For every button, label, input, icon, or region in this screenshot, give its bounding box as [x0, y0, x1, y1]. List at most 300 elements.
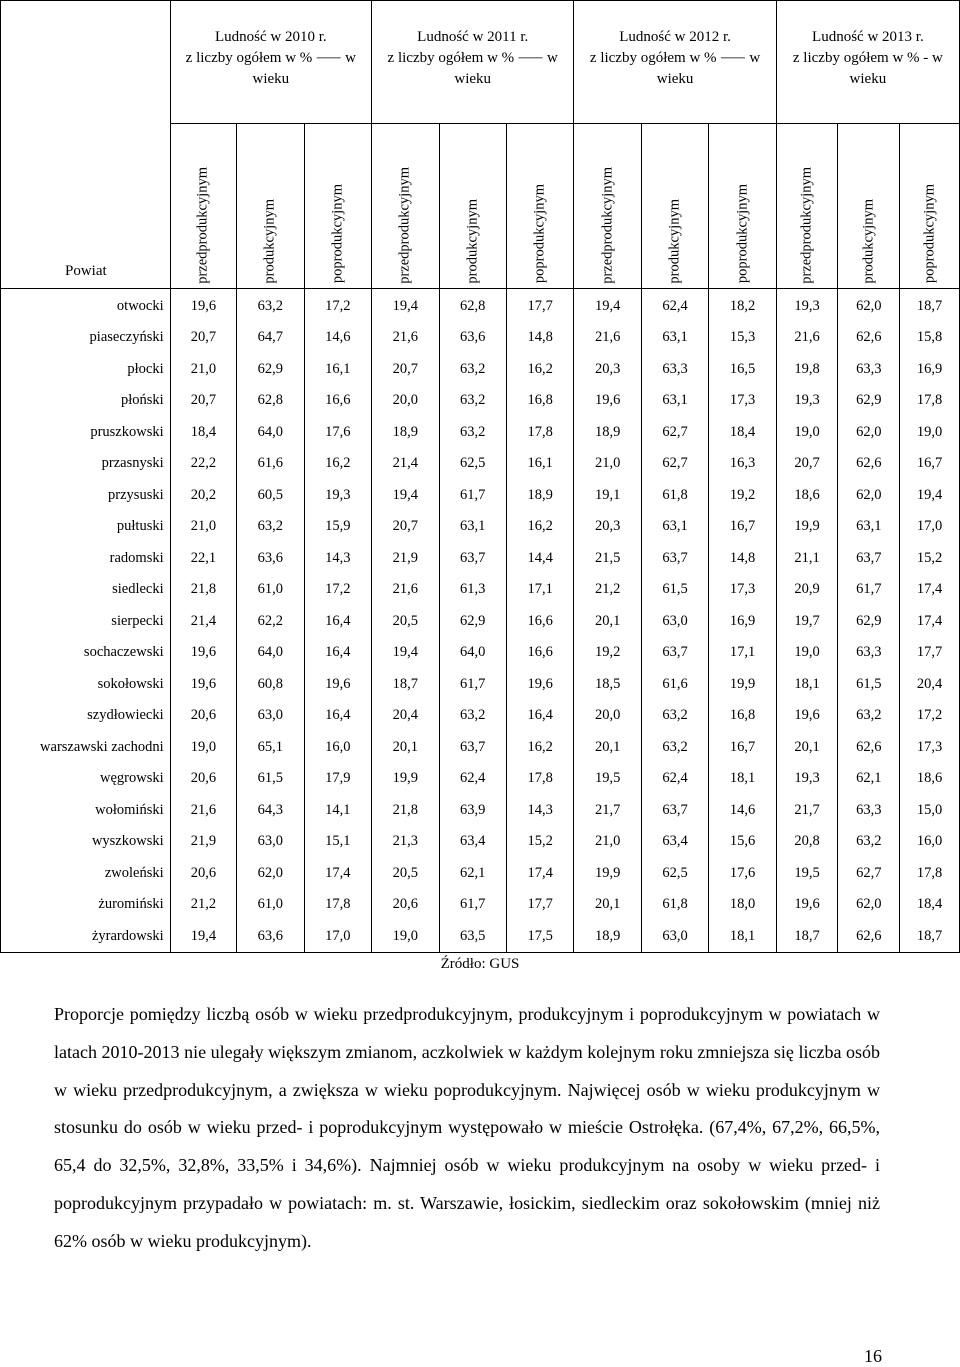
value-cell: 61,6 [237, 448, 304, 480]
value-cell: 20,1 [574, 889, 641, 921]
table-row [1, 700, 960, 732]
column-header [304, 124, 371, 289]
powiat-name: radomski [1, 543, 171, 575]
value-cell: 17,7 [900, 637, 960, 669]
value-cell: 18,9 [574, 921, 641, 953]
value-cell: 18,7 [900, 921, 960, 953]
value-cell: 21,6 [372, 574, 439, 606]
value-cell: 15,6 [709, 826, 776, 858]
table-row [1, 417, 960, 449]
column-header-label: poprodukcyjnym [531, 184, 548, 284]
value-cell: 63,9 [439, 795, 506, 827]
value-cell: 63,2 [439, 385, 506, 417]
value-cell: 63,5 [439, 921, 506, 953]
value-cell: 19,0 [372, 921, 439, 953]
value-cell: 63,7 [641, 795, 708, 827]
column-header-label: przedprodukcyjnym [396, 166, 413, 284]
table-row [1, 288, 960, 322]
value-cell: 15,0 [900, 795, 960, 827]
value-cell: 19,4 [372, 637, 439, 669]
value-cell: 17,0 [304, 921, 371, 953]
value-cell: 18,7 [900, 288, 960, 322]
value-cell: 16,8 [709, 700, 776, 732]
year-title: Ludność w 2013 r. [812, 29, 924, 45]
powiat-name: żyrardowski [1, 921, 171, 953]
value-cell: 21,5 [574, 543, 641, 575]
value-cell: 19,9 [574, 858, 641, 890]
value-cell: 17,8 [506, 763, 573, 795]
value-cell: 21,4 [372, 448, 439, 480]
value-cell: 62,6 [838, 732, 900, 764]
value-cell: 19,3 [304, 480, 371, 512]
value-cell: 19,6 [170, 669, 237, 701]
column-header [237, 124, 304, 289]
value-cell: 17,4 [900, 574, 960, 606]
value-cell: 20,7 [170, 385, 237, 417]
value-cell: 16,2 [506, 354, 573, 386]
value-cell: 62,5 [439, 448, 506, 480]
value-cell: 18,1 [709, 921, 776, 953]
powiat-name: warszawski zachodni [1, 732, 171, 764]
value-cell: 14,8 [709, 543, 776, 575]
page-number: 16 [864, 1346, 882, 1366]
column-header [506, 124, 573, 289]
table-row [1, 795, 960, 827]
value-cell: 20,1 [776, 732, 838, 764]
value-cell: 62,0 [838, 288, 900, 322]
value-cell: 19,0 [776, 637, 838, 669]
value-cell: 14,3 [304, 543, 371, 575]
value-cell: 63,3 [838, 795, 900, 827]
column-header-label: produkcyjnym [666, 198, 683, 284]
value-cell: 20,8 [776, 826, 838, 858]
year-header-2013 [776, 1, 959, 124]
value-cell: 62,9 [838, 385, 900, 417]
table-row [1, 732, 960, 764]
table-row [1, 354, 960, 386]
value-cell: 63,4 [641, 826, 708, 858]
value-cell: 21,1 [776, 543, 838, 575]
value-cell: 19,0 [776, 417, 838, 449]
column-header [574, 124, 641, 289]
source-note: Źródło: GUS [440, 956, 520, 972]
value-cell: 14,6 [304, 322, 371, 354]
column-header [372, 124, 439, 289]
powiat-name: pułtuski [1, 511, 171, 543]
value-cell: 19,3 [776, 763, 838, 795]
value-cell: 62,4 [439, 763, 506, 795]
value-cell: 20,6 [170, 700, 237, 732]
value-cell: 62,8 [237, 385, 304, 417]
value-cell: 17,5 [506, 921, 573, 953]
column-header [709, 124, 776, 289]
table-row [1, 511, 960, 543]
value-cell: 22,1 [170, 543, 237, 575]
value-cell: 63,2 [237, 288, 304, 322]
value-cell: 21,6 [574, 322, 641, 354]
value-cell: 61,6 [641, 669, 708, 701]
value-cell: 14,4 [506, 543, 573, 575]
value-cell: 61,5 [838, 669, 900, 701]
value-cell: 62,1 [439, 858, 506, 890]
value-cell: 16,0 [304, 732, 371, 764]
value-cell: 19,0 [170, 732, 237, 764]
value-cell: 16,6 [506, 606, 573, 638]
value-cell: 62,4 [641, 288, 708, 322]
value-cell: 21,4 [170, 606, 237, 638]
value-cell: 62,2 [237, 606, 304, 638]
value-cell: 20,9 [776, 574, 838, 606]
value-cell: 14,8 [506, 322, 573, 354]
powiat-name: wołomiński [1, 795, 171, 827]
value-cell: 18,6 [776, 480, 838, 512]
value-cell: 62,7 [641, 417, 708, 449]
year-subtitle: z liczby ogółem w % ⸺ w wieku [387, 50, 558, 87]
value-cell: 62,8 [439, 288, 506, 322]
value-cell: 63,0 [641, 921, 708, 953]
value-cell: 62,6 [838, 322, 900, 354]
value-cell: 19,0 [900, 417, 960, 449]
value-cell: 19,6 [304, 669, 371, 701]
value-cell: 62,0 [838, 889, 900, 921]
column-header-label: produkcyjnym [261, 198, 278, 284]
column-header [838, 124, 900, 289]
value-cell: 61,0 [237, 889, 304, 921]
value-cell: 19,2 [574, 637, 641, 669]
value-cell: 20,6 [372, 889, 439, 921]
value-cell: 21,0 [170, 354, 237, 386]
value-cell: 16,9 [709, 606, 776, 638]
column-header-label: przedprodukcyjnym [599, 166, 616, 284]
value-cell: 17,4 [304, 858, 371, 890]
value-cell: 18,5 [574, 669, 641, 701]
year-subtitle: z liczby ogółem w % - w wieku [792, 50, 943, 87]
value-cell: 20,1 [574, 732, 641, 764]
column-header-label: produkcyjnym [464, 198, 481, 284]
value-cell: 16,4 [506, 700, 573, 732]
powiat-name: przasnyski [1, 448, 171, 480]
value-cell: 14,1 [304, 795, 371, 827]
value-cell: 62,7 [838, 858, 900, 890]
powiat-name: piaseczyński [1, 322, 171, 354]
value-cell: 63,2 [439, 700, 506, 732]
powiat-name: pruszkowski [1, 417, 171, 449]
value-cell: 17,8 [304, 889, 371, 921]
powiat-name: wyszkowski [1, 826, 171, 858]
value-cell: 64,0 [439, 637, 506, 669]
column-header [439, 124, 506, 289]
value-cell: 19,4 [372, 288, 439, 322]
value-cell: 19,6 [776, 700, 838, 732]
value-cell: 61,7 [439, 480, 506, 512]
value-cell: 63,2 [838, 700, 900, 732]
value-cell: 21,0 [574, 826, 641, 858]
value-cell: 21,6 [170, 795, 237, 827]
value-cell: 19,6 [170, 637, 237, 669]
powiat-name: otwocki [1, 288, 171, 322]
year-title: Ludność w 2011 r. [417, 29, 529, 45]
value-cell: 16,2 [506, 511, 573, 543]
value-cell: 20,0 [574, 700, 641, 732]
value-cell: 19,7 [776, 606, 838, 638]
value-cell: 15,3 [709, 322, 776, 354]
value-cell: 16,4 [304, 637, 371, 669]
value-cell: 16,3 [709, 448, 776, 480]
value-cell: 15,2 [900, 543, 960, 575]
value-cell: 63,1 [439, 511, 506, 543]
value-cell: 20,1 [574, 606, 641, 638]
table-row [1, 385, 960, 417]
value-cell: 63,7 [641, 543, 708, 575]
value-cell: 62,9 [439, 606, 506, 638]
value-cell: 62,7 [641, 448, 708, 480]
value-cell: 20,5 [372, 606, 439, 638]
value-cell: 17,7 [506, 889, 573, 921]
value-cell: 62,9 [237, 354, 304, 386]
value-cell: 15,1 [304, 826, 371, 858]
powiat-name: sokołowski [1, 669, 171, 701]
value-cell: 16,1 [304, 354, 371, 386]
value-cell: 21,7 [776, 795, 838, 827]
column-header [641, 124, 708, 289]
value-cell: 63,2 [439, 417, 506, 449]
column-header-label: poprodukcyjnym [329, 184, 346, 284]
value-cell: 64,0 [237, 417, 304, 449]
value-cell: 19,4 [372, 480, 439, 512]
value-cell: 21,8 [170, 574, 237, 606]
value-cell: 20,7 [372, 511, 439, 543]
value-cell: 17,8 [900, 858, 960, 890]
value-cell: 21,6 [776, 322, 838, 354]
value-cell: 16,9 [900, 354, 960, 386]
value-cell: 63,1 [641, 322, 708, 354]
value-cell: 20,6 [170, 763, 237, 795]
table-row [1, 889, 960, 921]
value-cell: 19,4 [574, 288, 641, 322]
value-cell: 21,7 [574, 795, 641, 827]
value-cell: 65,1 [237, 732, 304, 764]
powiat-name: siedlecki [1, 574, 171, 606]
value-cell: 16,7 [709, 511, 776, 543]
year-header-2010 [170, 1, 371, 124]
value-cell: 18,4 [709, 417, 776, 449]
year-header-2012 [574, 1, 776, 124]
value-cell: 17,8 [900, 385, 960, 417]
value-cell: 63,2 [641, 732, 708, 764]
value-cell: 17,3 [709, 385, 776, 417]
value-cell: 16,2 [304, 448, 371, 480]
value-cell: 61,8 [641, 889, 708, 921]
column-header-label: poprodukcyjnym [921, 184, 938, 284]
value-cell: 19,9 [709, 669, 776, 701]
value-cell: 21,2 [170, 889, 237, 921]
value-cell: 61,7 [439, 669, 506, 701]
body-paragraph: Proporcje pomiędzy liczbą osób w wieku przedprodukcyjnym, produkcyjnym i poprodukcyjnym w powiatach w latach 2010-2013 nie ulegały większym zmianom, aczkolwiek w każdym kolejnym roku zmniejsza się liczba osób w wieku przedprodukcyjnym, a zwiększa w wieku poprodukcyjnym. Najwięcej osób w wieku produkcyjnym w stosunku do osób w wieku przed- i poprodukcyjnym występowało w mieście Ostrołęka. (67,4%, 67,2%, 66,5%, 65,4 do 32,5%, 32,8%, 33,5% i 34,6%). Najmniej osób w wieku produkcyjnym na osoby w wieku przed- i poprodukcyjnym przypadało w powiatach: m. st. Warszawie, łosickim, siedleckim oraz sokołowskim (mniej niż 62% osób w wieku produkcyjnym). [54, 1004, 880, 1251]
column-header-label: poprodukcyjnym [734, 184, 751, 284]
column-header-label: przedprodukcyjnym [798, 166, 815, 284]
value-cell: 16,7 [900, 448, 960, 480]
value-cell: 19,4 [900, 480, 960, 512]
value-cell: 63,2 [838, 826, 900, 858]
value-cell: 21,9 [170, 826, 237, 858]
year-title: Ludność w 2010 r. [215, 29, 327, 45]
value-cell: 63,3 [838, 354, 900, 386]
value-cell: 17,2 [900, 700, 960, 732]
value-cell: 19,3 [776, 385, 838, 417]
value-cell: 63,1 [838, 511, 900, 543]
powiat-name: przysuski [1, 480, 171, 512]
value-cell: 20,3 [574, 354, 641, 386]
value-cell: 21,8 [372, 795, 439, 827]
value-cell: 63,6 [237, 921, 304, 953]
value-cell: 19,6 [776, 889, 838, 921]
powiat-name: zwoleński [1, 858, 171, 890]
value-cell: 17,4 [900, 606, 960, 638]
value-cell: 18,7 [372, 669, 439, 701]
value-cell: 19,4 [170, 921, 237, 953]
value-cell: 16,6 [506, 637, 573, 669]
value-cell: 19,6 [506, 669, 573, 701]
value-cell: 61,0 [237, 574, 304, 606]
value-cell: 16,5 [709, 354, 776, 386]
value-cell: 20,7 [170, 322, 237, 354]
table-row [1, 858, 960, 890]
value-cell: 20,4 [372, 700, 439, 732]
table-row [1, 606, 960, 638]
value-cell: 63,4 [439, 826, 506, 858]
value-cell: 62,1 [838, 763, 900, 795]
value-cell: 63,7 [838, 543, 900, 575]
value-cell: 19,8 [776, 354, 838, 386]
value-cell: 14,6 [709, 795, 776, 827]
value-cell: 63,0 [237, 700, 304, 732]
value-cell: 63,7 [439, 543, 506, 575]
value-cell: 17,1 [506, 574, 573, 606]
value-cell: 64,7 [237, 322, 304, 354]
value-cell: 62,9 [838, 606, 900, 638]
value-cell: 18,9 [372, 417, 439, 449]
value-cell: 20,1 [372, 732, 439, 764]
value-cell: 60,5 [237, 480, 304, 512]
value-cell: 19,3 [776, 288, 838, 322]
value-cell: 17,2 [304, 288, 371, 322]
value-cell: 16,4 [304, 606, 371, 638]
value-cell: 15,8 [900, 322, 960, 354]
value-cell: 18,0 [709, 889, 776, 921]
value-cell: 18,6 [900, 763, 960, 795]
value-cell: 63,3 [838, 637, 900, 669]
value-cell: 60,8 [237, 669, 304, 701]
value-cell: 20,4 [900, 669, 960, 701]
value-cell: 18,1 [709, 763, 776, 795]
year-header-2011 [372, 1, 574, 124]
value-cell: 63,1 [641, 385, 708, 417]
value-cell: 63,6 [439, 322, 506, 354]
value-cell: 16,8 [506, 385, 573, 417]
value-cell: 64,3 [237, 795, 304, 827]
year-subtitle: z liczby ogółem w % ⸺ w wieku [589, 50, 761, 87]
value-cell: 17,9 [304, 763, 371, 795]
value-cell: 63,2 [237, 511, 304, 543]
corner-cell [1, 1, 171, 124]
value-cell: 61,3 [439, 574, 506, 606]
powiat-name: płocki [1, 354, 171, 386]
value-cell: 21,6 [372, 322, 439, 354]
column-header-label: przedprodukcyjnym [194, 166, 211, 284]
value-cell: 17,3 [900, 732, 960, 764]
value-cell: 16,0 [900, 826, 960, 858]
column-header [170, 124, 237, 289]
value-cell: 19,5 [776, 858, 838, 890]
value-cell: 18,4 [900, 889, 960, 921]
value-cell: 62,5 [641, 858, 708, 890]
table-row [1, 480, 960, 512]
year-subtitle: z liczby ogółem w % ⸺ w wieku [185, 50, 357, 87]
value-cell: 19,9 [776, 511, 838, 543]
value-cell: 16,1 [506, 448, 573, 480]
value-cell: 18,1 [776, 669, 838, 701]
value-cell: 18,7 [776, 921, 838, 953]
value-cell: 19,1 [574, 480, 641, 512]
year-title: Ludność w 2012 r. [619, 29, 731, 45]
value-cell: 17,7 [506, 288, 573, 322]
value-cell: 16,7 [709, 732, 776, 764]
value-cell: 21,2 [574, 574, 641, 606]
powiat-name: płoński [1, 385, 171, 417]
value-cell: 20,3 [574, 511, 641, 543]
table-row [1, 574, 960, 606]
value-cell: 19,5 [574, 763, 641, 795]
value-cell: 22,2 [170, 448, 237, 480]
value-cell: 19,2 [709, 480, 776, 512]
value-cell: 16,2 [506, 732, 573, 764]
table-row [1, 669, 960, 701]
table-row [1, 543, 960, 575]
value-cell: 62,6 [838, 448, 900, 480]
value-cell: 17,1 [709, 637, 776, 669]
value-cell: 19,6 [170, 288, 237, 322]
value-cell: 61,5 [641, 574, 708, 606]
value-cell: 61,7 [439, 889, 506, 921]
value-cell: 20,5 [372, 858, 439, 890]
value-cell: 20,0 [372, 385, 439, 417]
value-cell: 17,4 [506, 858, 573, 890]
table-row [1, 637, 960, 669]
column-header [900, 124, 960, 289]
value-cell: 63,7 [641, 637, 708, 669]
value-cell: 63,0 [641, 606, 708, 638]
value-cell: 16,4 [304, 700, 371, 732]
value-cell: 17,3 [709, 574, 776, 606]
value-cell: 20,7 [372, 354, 439, 386]
value-cell: 63,2 [439, 354, 506, 386]
value-cell: 17,0 [900, 511, 960, 543]
value-cell: 17,2 [304, 574, 371, 606]
value-cell: 21,0 [574, 448, 641, 480]
table-row [1, 921, 960, 953]
value-cell: 17,8 [506, 417, 573, 449]
table-row [1, 448, 960, 480]
value-cell: 64,0 [237, 637, 304, 669]
value-cell: 14,3 [506, 795, 573, 827]
value-cell: 19,6 [574, 385, 641, 417]
value-cell: 63,6 [237, 543, 304, 575]
powiat-name: sierpecki [1, 606, 171, 638]
value-cell: 63,1 [641, 511, 708, 543]
value-cell: 62,0 [237, 858, 304, 890]
powiat-name: szydłowiecki [1, 700, 171, 732]
value-cell: 20,6 [170, 858, 237, 890]
